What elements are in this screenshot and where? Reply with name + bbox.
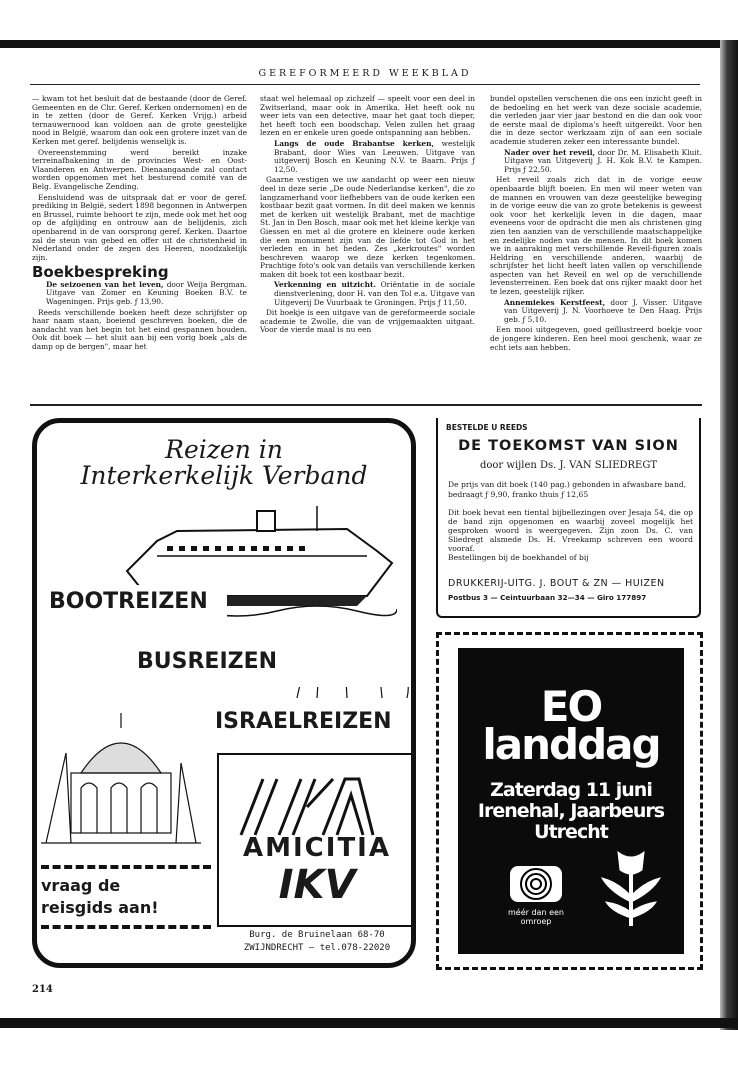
eo-title-line: EO — [540, 682, 602, 731]
book-details: Oriëntatie in de sociale dienstverlening, door H. van den Tol e.a. Uitgave van Uitgeverij De Vuurbaak te Groningen. Prijs ƒ 11,50. — [274, 280, 475, 307]
eo-tagline-line: omroep — [520, 917, 552, 926]
ad-book-price: De prijs van dit boek (140 pag.) gebonden in afwasbare band, bedraagt ƒ 9,90, franko thuis ƒ 12,65 — [448, 480, 687, 499]
book-entry — [260, 281, 475, 307]
eo-tagline — [504, 908, 568, 926]
book-title: De seizoenen van het leven, — [46, 279, 164, 289]
article-column-3 — [490, 95, 702, 354]
reisgids-callout — [41, 875, 211, 919]
travel-address — [223, 929, 411, 955]
book-details: westelijk Brabant, door Wies van Leeuwen. Uitgave van uitgeverij Bosch en Keuning N.V. te Baarn. Prijs ƒ 12,50. — [274, 138, 475, 174]
paragraph: Gaarne vestigen we uw aandacht op weer een nieuw deel in deze serie „De oude Nederlandse kerken", die zo langzamerhand voor liefhebbers van de oude kerken een kostbaar bezit gaat vormen. In dit deel maken we kennis met de kerken uit westelijk Brabant, met de machtige St. Jan in Den Bosch, maar ook met het kleine kerkje van Giessen en met al die grotere en kleinere oude kerken die een monument zijn van de liefde tot God in het verleden en in het heden. Zes „kerkroutes" worden beschreven waarop we deze kerken tegenkomen. Prachtige foto's ook van details van verschillende kerken maken dit boek tot een kostbaar bezit. — [260, 175, 475, 279]
description-text: Dit boek bevat een tiental bijbellezingen over Jesaja 54, die op de band zijn opgenomen en waarbij zoveel mogelijk het gesproken woord is weergegeven. Zijn zoon Ds. C. van Sliedregt alsmede Ds. H. Vreekamp schreven een woord vooraf. — [448, 508, 693, 553]
book-title: Verkenning en uitzicht. — [274, 280, 376, 290]
paragraph: staat wel helemaal op zichzelf — speelt voor een deel in Zwitserland, maar ook in Amerika. Het heeft ook nu weer iets van een detective, maar het gaat toch dieper, het heeft toch een boodschap. Velen zullen het graag lezen en er enkele uren goede ontspanning aan hebben. — [260, 94, 475, 138]
paragraph: Overeenstemming werd bereikt inzake terreinafbakening in de provincies West- en Oost-Vlaanderen en Antwerpen. Dienaangaande zal contact worden opgenomen met het besturend comité van de Belg. Evangelische Zending. — [32, 147, 247, 191]
address-line: Burg. de Bruinelaan 68-70 — [249, 930, 385, 940]
eo-date-line: Zaterdag 11 juni — [490, 779, 652, 801]
paragraph: bundel opstellen verschenen die ons een inzicht geeft in de bedoeling en het werk van deze sociale academie, die verleden jaar vier jaar bestond en die dan ook voor de eerste maal de diploma's heeft uitgereikt. Voor hen die in deze sector werkzaam zijn of aan een sociale academie studeren zeker een interessante bundel. — [490, 94, 702, 146]
dome-sketch-illustration — [41, 693, 201, 853]
brand-amicitia: AMICITIA — [243, 833, 391, 863]
scan-top-edge — [0, 40, 738, 48]
book-details: door J. Visser. Uitgave van Uitgeverij J. N. Voorhoeve te Den Haag. Prijs geb. ƒ 5,10. — [504, 297, 702, 324]
book-entry — [490, 299, 702, 325]
eo-tagline-line: méér dan een — [508, 908, 564, 917]
travel-advertisement — [32, 418, 416, 968]
ads-divider — [30, 404, 702, 406]
scan-binding-edge — [720, 40, 738, 1030]
ad-publisher: DRUKKERIJ-UITG. J. BOUT & ZN — HUIZEN — [448, 578, 665, 589]
eo-broadcast-logo-icon — [508, 864, 564, 904]
paragraph: Een mooi uitgegeven, goed geïllustreerd boekje voor de jongere kinderen. Een heel mooi geschenk, waar ze echt iets aan hebben. — [490, 325, 702, 352]
book-details: door Dr. M. Elisabeth Kluit. Uitgave van Uitgeverij J. H. Kok B.V. te Kampen. Prijs ƒ 22,50. — [504, 147, 702, 174]
eo-poster — [458, 648, 684, 954]
tulip-symbol-icon — [596, 848, 666, 932]
ad-title-line: Interkerkelijk Verband — [80, 461, 368, 490]
label-busreizen: BUSREIZEN — [137, 649, 278, 674]
order-text: Bestellingen bij de boekhandel of bij — [448, 553, 589, 562]
paragraph: Het reveil zoals zich dat in de vorige eeuw openbaarde blijft boeien. En men wil meer weten van de mannen en vrouwen van deze geestelijke beweging in de vorige eeuw die van zo grote betekenis is geweest ook voor het kerkelijk leven in die dagen, maar eveneens voor de opdracht die men als christenen ging zien ten aanzien van de verschillende maatschappelijke en zedelijke noden van de mensen. In dit boek komen we in aanraking met verschillende Reveil-figuren zoals Heldring en verschillende anderen, waarbij de schrijfster het licht heeft laten vallen op verschillende aspecten van het Reveil en wel op de verschillende levensterreinen. Een boek dat ons rijker maakt door het te lezen, geestelijk rijker. — [490, 175, 702, 297]
brand-ikv: IKV — [278, 862, 356, 908]
article-column-2 — [260, 95, 475, 337]
callout-line: reisgids aan! — [41, 898, 159, 917]
ikv-stylized-logo — [233, 773, 393, 841]
eo-landdag-advertisement — [436, 632, 703, 970]
book-entry — [490, 149, 702, 175]
eo-date-venue — [458, 780, 684, 843]
ad-contact: Postbus 3 — Ceintuurbaan 32—34 — Giro 177897 — [448, 593, 647, 602]
eo-date-line: Irenehal, Jaarbeurs — [477, 800, 665, 822]
running-header: GEREFORMEERD WEEKBLAD — [258, 68, 472, 79]
dashed-line — [41, 925, 211, 929]
paragraph: — kwam tot het besluit dat de bestaande (door de Geref. Gemeenten en de Chr. Geref. Kerken ondernomen) en de in te zetten (door de Geref. Kerken Vrijg.) arbeid ternauwernood kan voldoen aan de grote geestelijke nood in België, waarom dan ook een grotere inzet van de Kerken met geref. belijdenis wenselijk is. — [32, 94, 247, 146]
book-entry — [260, 140, 475, 174]
paragraph: Eensluidend was de uitspraak dat er voor de geref. prediking in België, sedert 1898 begonnen in Antwerpen en Brussel, ruimte behoort te zijn, mede ook met het oog op de afglijding en ontrouw aan de belijdenis, zich openbarend in de van oorsprong geref. Kerken. Daartoe zal de steun van gebed en offer uit de christenheid in Nederland onder de zegen des Heeren, noodzakelijk zijn. — [32, 192, 247, 262]
eo-title-line: landdag — [482, 720, 660, 769]
paragraph: Dit boekje is een uitgave van de gereformeerde sociale academie te Zwolle, die van de vrijgemaakten uitgaat. Voor de vierde maal is nu een — [260, 308, 475, 335]
dashed-line — [41, 865, 211, 869]
article-column-1 — [32, 95, 247, 354]
label-bootreizen: BOOTREIZEN — [49, 589, 208, 614]
book-entry — [32, 281, 247, 307]
eo-date-line: Utrecht — [534, 821, 608, 843]
book-title: Nader over het reveil, — [504, 147, 596, 157]
ad-book-author: door wijlen Ds. J. VAN SLIEDREGT — [479, 460, 658, 471]
book-advertisement — [436, 418, 703, 618]
label-israelreizen: ISRAELREIZEN — [215, 709, 392, 734]
book-details: door Weija Bergman. Uitgave van Zomer en Keuning Boeken B.V. te Wageningen. Prijs geb. ƒ 13,90. — [46, 279, 248, 307]
ad-book-title: DE TOEKOMST VAN SION — [458, 438, 679, 454]
dashed-border — [436, 632, 703, 635]
ad-title — [37, 437, 411, 489]
dashed-border — [436, 632, 439, 970]
paragraph: Reeds verschillende boeken heeft deze schrijfster op haar naam staan, boeiend geschreven boeken, die de aandacht van het begin tot het eind gespannen houden. Ook dit boek — het sluit aan bij een vorig boek „als de damp op de bergen", maar het — [32, 307, 247, 352]
section-heading: Boekbespreking — [32, 263, 169, 282]
book-title: Annemiekes Kerstfeest, — [504, 297, 606, 307]
book-title: Langs de oude Brabantse kerken, — [274, 138, 435, 148]
ad-kicker: BESTELDE U REEDS — [446, 423, 528, 432]
ad-book-description — [448, 508, 693, 562]
scan-bottom-edge — [0, 1018, 738, 1028]
dashed-border — [436, 967, 703, 970]
callout-line: vraag de — [41, 876, 121, 895]
page-number: 214 — [32, 984, 53, 995]
header-rule — [30, 84, 700, 85]
eo-title — [458, 682, 684, 769]
dashed-border — [700, 632, 703, 970]
ad-title-line: Reizen in — [165, 435, 283, 464]
address-line: ZWIJNDRECHT – tel.078-22020 — [243, 943, 391, 953]
